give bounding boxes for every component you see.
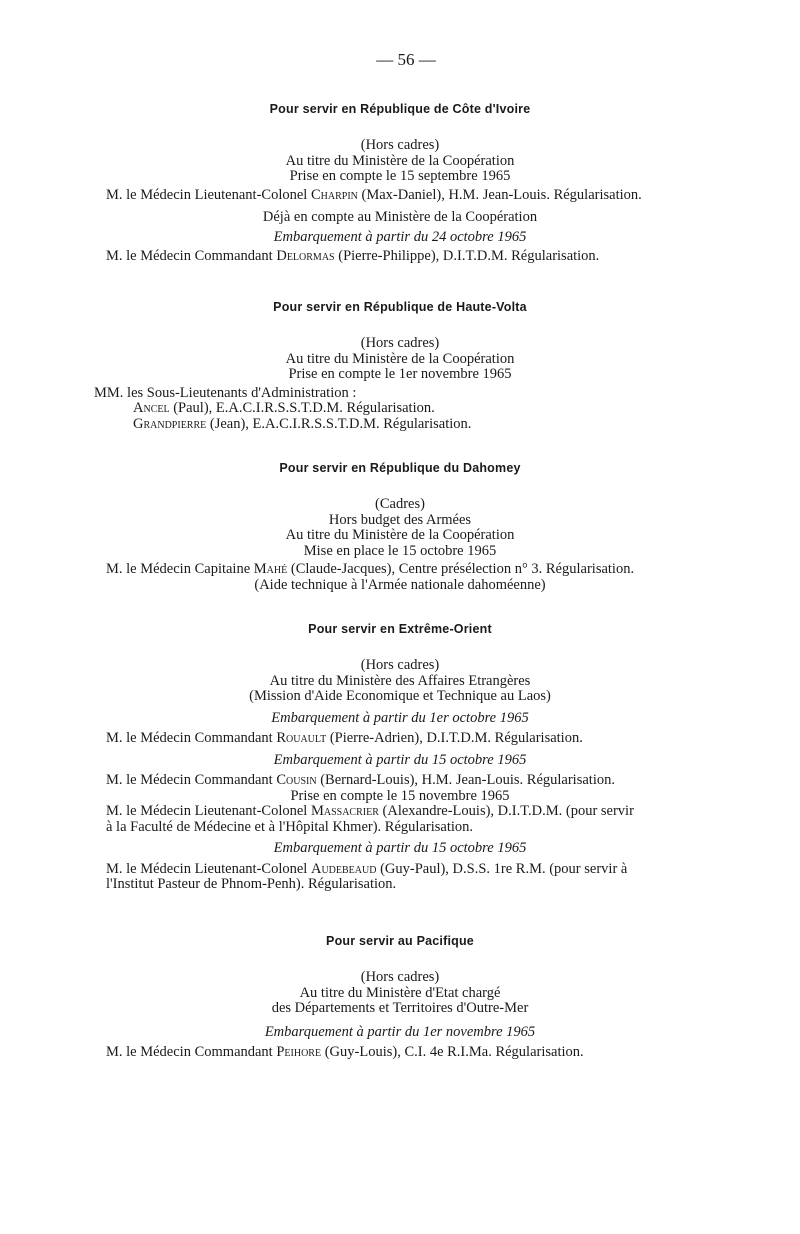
personnel-entry: Grandpierre (Jean), E.A.C.I.R.S.S.T.D.M. Régularisation. — [133, 415, 472, 432]
authority-line: Au titre du Ministère de la Coopération — [285, 527, 515, 543]
personnel-entry: M. le Médecin Commandant Delormas (Pierre-Philippe), D.I.T.D.M. Régularisation. — [106, 248, 600, 264]
status-line: (Hors cadres) — [360, 335, 440, 351]
surname: Rouault — [276, 730, 327, 746]
authority-line: Au titre du Ministère de la Coopération — [285, 350, 515, 367]
aside-line: (Aide technique à l'Armée nationale dahoméenne) — [254, 576, 546, 593]
status-line: (Hors cadres) — [360, 969, 440, 985]
page-number: — 56 — — [376, 50, 436, 69]
date-line: Prise en compte le 1er novembre 1965 — [288, 366, 512, 382]
personnel-entry: M. le Médecin Capitaine Mahé (Claude-Jacques), Centre présélection n° 3. Régularisation. — [106, 561, 635, 577]
authority-line: Au titre du Ministère des Affaires Etrangères — [269, 672, 531, 689]
surname: Audebeaud — [310, 860, 377, 877]
embarkation-line: Embarquement à partir du 1er novembre 1965 — [264, 1023, 536, 1040]
status-line: (Cadres) — [375, 496, 425, 512]
surname: Cousin — [276, 772, 317, 788]
personnel-entry: M. le Médecin Commandant Peihore (Guy-Louis), C.I. 4e R.I.Ma. Régularisation. — [106, 1044, 584, 1060]
section-heading: Pour servir en République de Haute-Volta — [273, 300, 527, 314]
surname: Mahé — [253, 561, 288, 577]
surname: Massacrier — [310, 803, 379, 819]
surname: Delormas — [276, 248, 335, 264]
section-dahomey — [0, 461, 800, 593]
date-line: Prise en compte le 15 septembre 1965 — [289, 168, 511, 184]
embarkation-line: Embarquement à partir du 24 octobre 1965 — [273, 228, 527, 245]
section-haute-volta — [0, 300, 800, 432]
embarkation-line: Embarquement à partir du 1er octobre 1965 — [271, 709, 529, 726]
section-heading: Pour servir en République du Dahomey — [279, 461, 521, 475]
personnel-entry: M. le Médecin Lieutenant-Colonel Massacrier (Alexandre-Louis), D.I.T.D.M. (pour servir à la Faculté de Médecine et à l'Hôpital Khmer). Régularisation. — [106, 803, 634, 835]
section-pacifique — [0, 934, 800, 1061]
personnel-entry: Ancel (Paul), E.A.C.I.R.S.S.T.D.M. Régularisation. — [133, 400, 435, 416]
status-line: (Hors cadres) — [360, 657, 440, 673]
section-heading: Pour servir en République de Côte d'Ivoire — [269, 102, 531, 116]
embarkation-line: Embarquement à partir du 15 octobre 1965 — [273, 840, 527, 856]
note-line: Déjà en compte au Ministère de la Coopération — [262, 209, 538, 225]
personnel-entry: M. le Médecin Lieutenant-Colonel Charpin (Max-Daniel), H.M. Jean-Louis. Régularisation. — [106, 186, 642, 203]
surname: Ancel — [133, 400, 170, 416]
section-heading: Pour servir en Extrême-Orient — [308, 622, 492, 636]
section-cote-divoire — [0, 102, 800, 265]
personnel-entry: M. le Médecin Commandant Cousin (Bernard-Louis), H.M. Jean-Louis. Régularisation. — [106, 772, 615, 788]
authority-line: Au titre du Ministère de la Coopération — [285, 152, 515, 169]
authority-line: des Départements et Territoires d'Outre-Mer — [271, 1000, 529, 1016]
surname: Grandpierre — [133, 415, 207, 432]
section-extreme-orient — [0, 622, 800, 893]
embarkation-line: Embarquement à partir du 15 octobre 1965 — [273, 751, 527, 768]
surname: Charpin — [310, 186, 358, 203]
mission-line: (Mission d'Aide Economique et Technique au Laos) — [249, 688, 551, 704]
surname: Peihore — [276, 1044, 322, 1060]
date-line: Prise en compte le 15 novembre 1965 — [290, 787, 510, 804]
authority-line: Au titre du Ministère d'Etat chargé — [299, 984, 501, 1001]
section-heading: Pour servir au Pacifique — [326, 934, 474, 948]
personnel-intro: MM. les Sous-Lieutenants d'Administration : — [94, 384, 357, 401]
personnel-entry: M. le Médecin Lieutenant-Colonel Audebeaud (Guy-Paul), D.S.S. 1re R.M. (pour servir à l'Institut Pasteur de Phnom-Penh). Régularisation. — [106, 860, 628, 892]
status-line: (Hors cadres) — [360, 137, 440, 153]
date-line: Mise en place le 15 octobre 1965 — [303, 542, 497, 559]
personnel-entry: M. le Médecin Commandant Rouault (Pierre-Adrien), D.I.T.D.M. Régularisation. — [106, 730, 583, 746]
budget-line: Hors budget des Armées — [328, 511, 472, 528]
